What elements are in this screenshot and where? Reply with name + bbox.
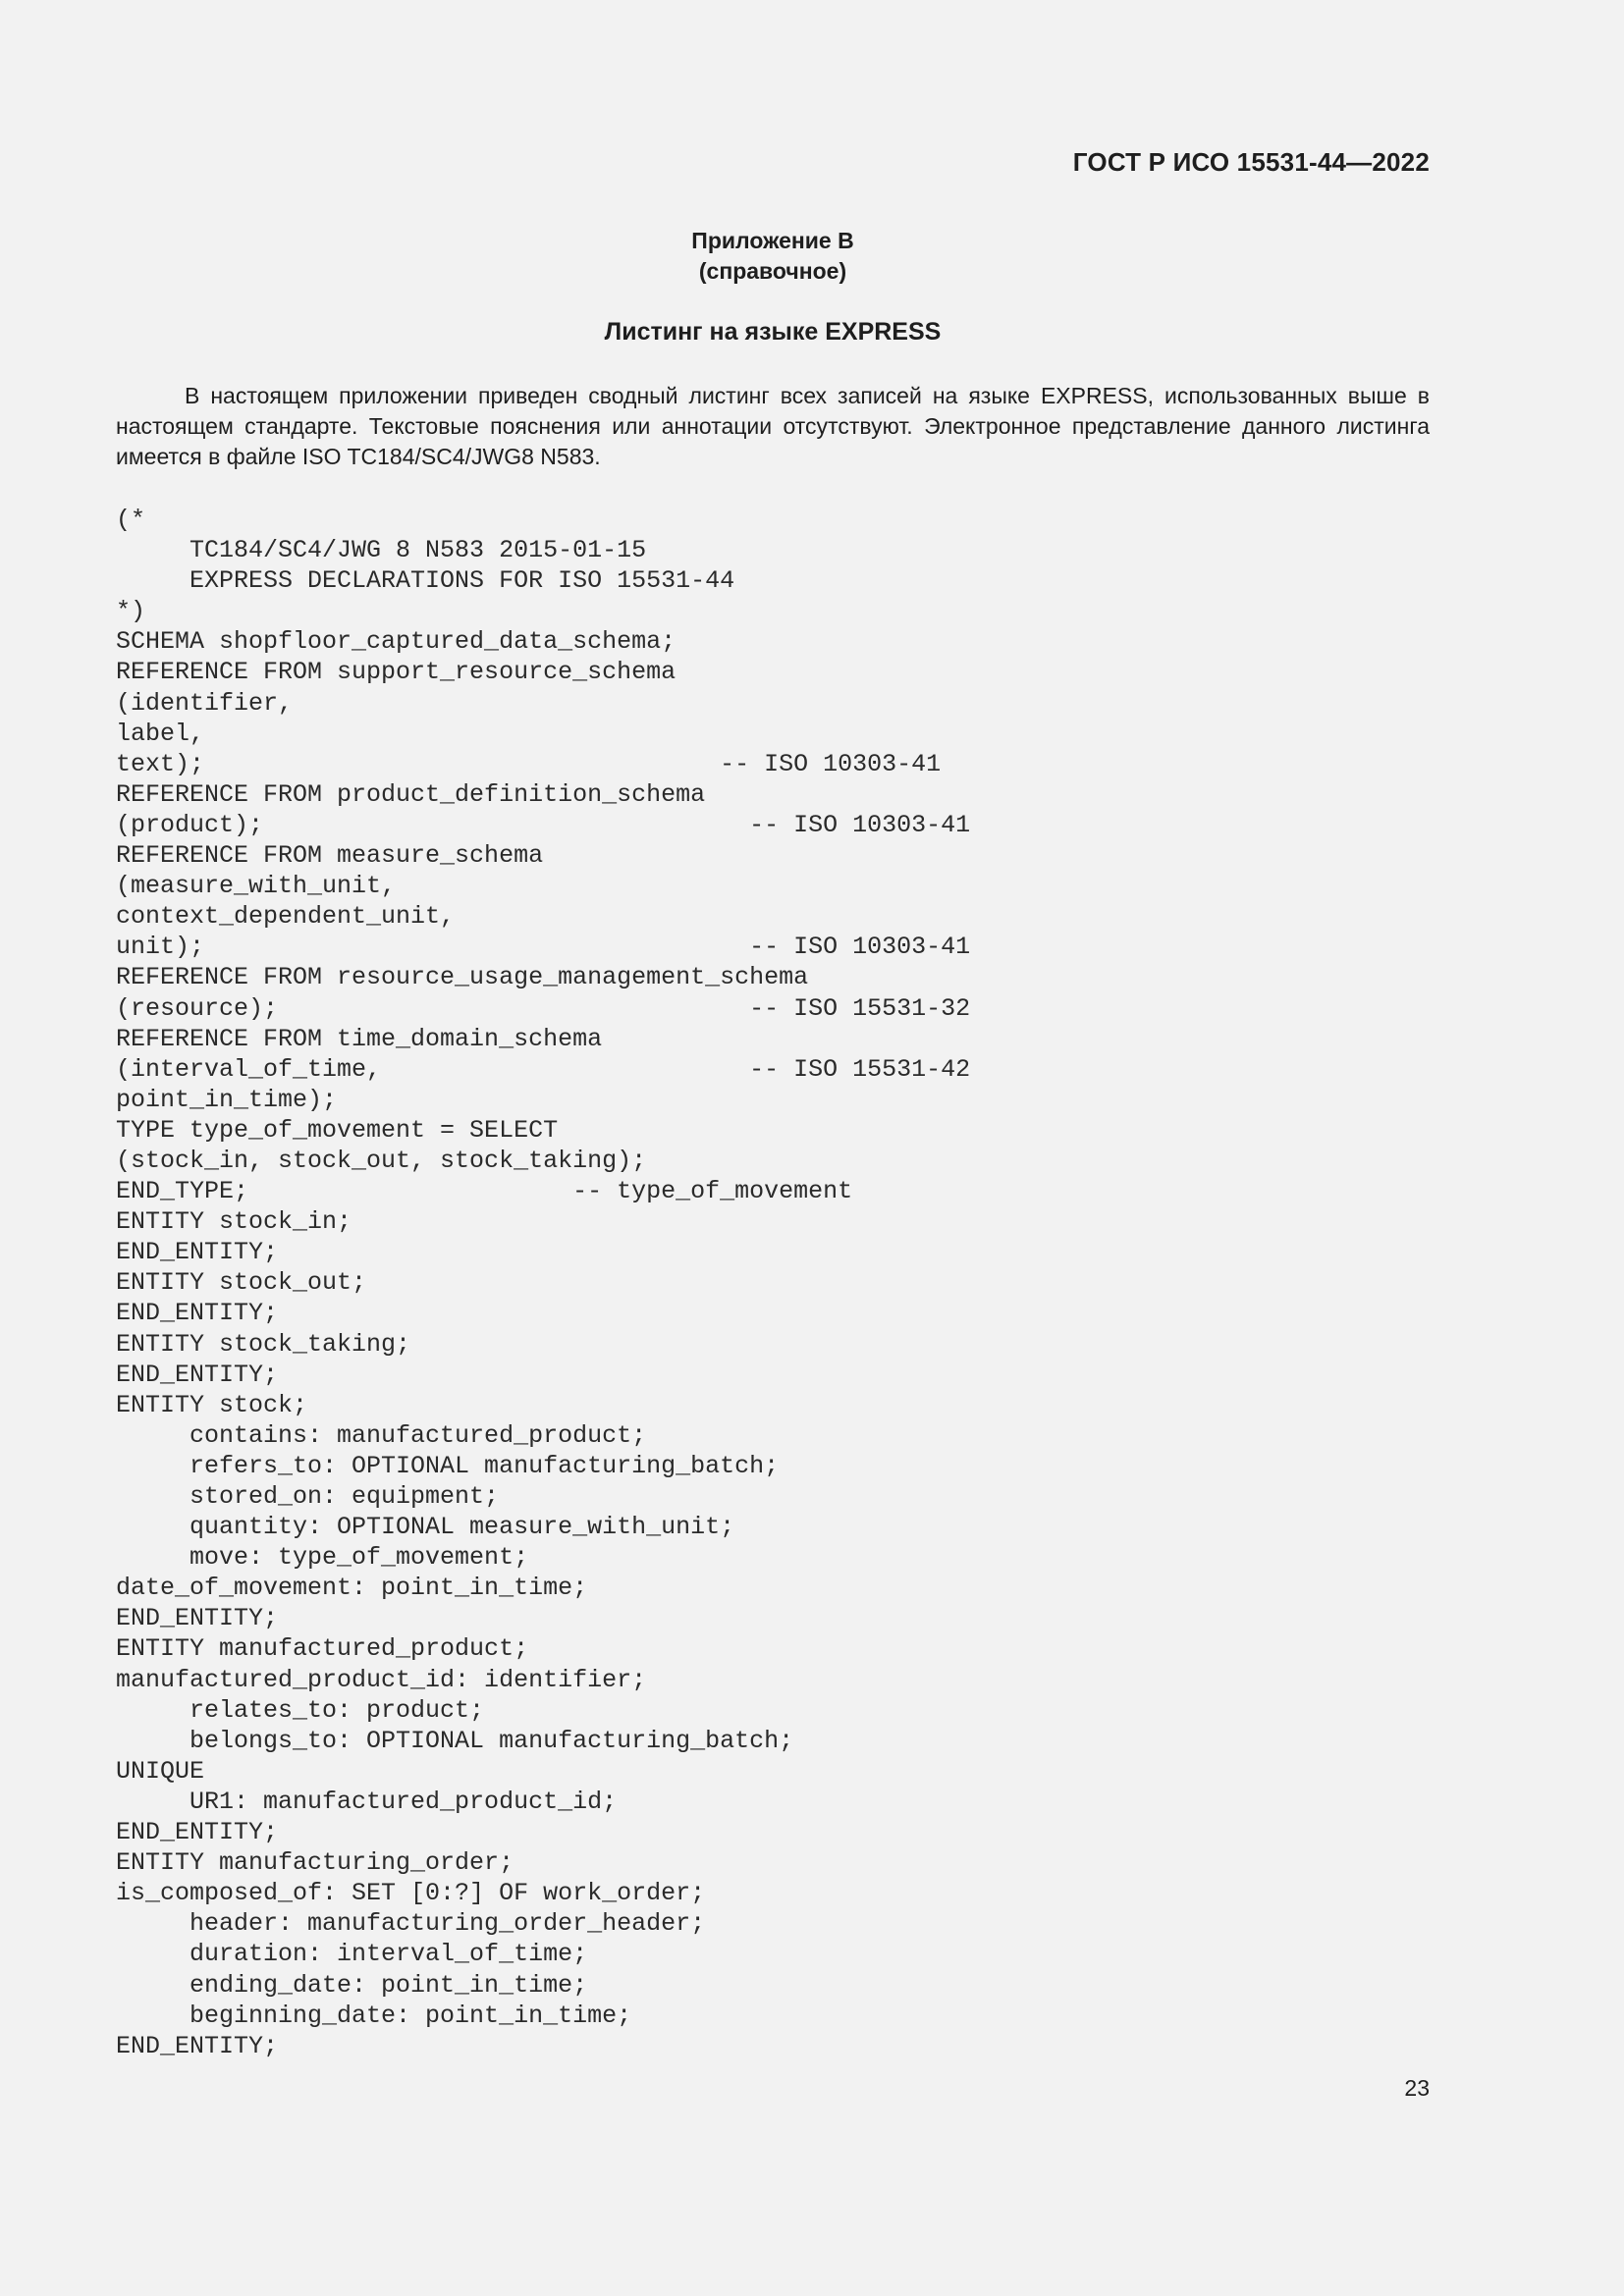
code-line: text); -- ISO 10303-41 xyxy=(116,749,942,778)
page-number: 23 xyxy=(1404,2075,1430,2101)
code-line: REFERENCE FROM resource_usage_management_schema xyxy=(116,963,809,992)
code-line: (interval_of_time, -- ISO 15531-42 xyxy=(116,1054,971,1084)
code-line: move: type_of_movement; xyxy=(116,1543,529,1573)
code-line: ENTITY stock_out; xyxy=(116,1268,367,1298)
code-line: (product); -- ISO 10303-41 xyxy=(116,810,971,839)
code-line: ENTITY manufactured_product; xyxy=(116,1634,529,1664)
code-line: refers_to: OPTIONAL manufacturing_batch; xyxy=(116,1451,780,1480)
code-line: REFERENCE FROM support_resource_schema xyxy=(116,658,677,687)
code-line: END_TYPE; -- type_of_movement xyxy=(116,1177,853,1206)
code-line: stored_on: equipment; xyxy=(116,1482,500,1511)
code-line: (resource); -- ISO 15531-32 xyxy=(116,993,971,1023)
code-line: point_in_time); xyxy=(116,1085,338,1114)
code-line: *) xyxy=(116,597,146,626)
code-line: (* xyxy=(116,506,146,534)
code-line: (measure_with_unit, xyxy=(116,872,397,901)
code-line: END_ENTITY; xyxy=(116,1238,279,1267)
appendix-subtitle: (справочное) xyxy=(698,258,847,284)
code-line: END_ENTITY; xyxy=(116,1818,279,1847)
code-line: context_dependent_unit, xyxy=(116,902,456,932)
code-line: REFERENCE FROM time_domain_schema xyxy=(116,1024,603,1053)
code-line: END_ENTITY; xyxy=(116,2031,279,2060)
code-line: SCHEMA shopfloor_captured_data_schema; xyxy=(116,627,677,657)
code-line: END_ENTITY; xyxy=(116,1604,279,1633)
express-listing xyxy=(116,505,970,2061)
code-line: TC184/SC4/JWG 8 N583 2015-01-15 xyxy=(116,536,647,565)
code-line: header: manufacturing_order_header; xyxy=(116,1909,706,1939)
code-line: REFERENCE FROM product_definition_schema xyxy=(116,779,706,809)
code-line: (stock_in, stock_out, stock_taking); xyxy=(116,1146,647,1175)
code-line: quantity: OPTIONAL measure_with_unit; xyxy=(116,1513,735,1542)
appendix-title: Приложение В xyxy=(691,228,854,253)
code-line: ENTITY stock_in; xyxy=(116,1207,352,1237)
appendix-heading xyxy=(0,226,1545,287)
code-line: END_ENTITY; xyxy=(116,1299,279,1328)
code-line: (identifier, xyxy=(116,688,294,718)
document-code: ГОСТ Р ИСО 15531-44—2022 xyxy=(1072,147,1430,177)
code-line: EXPRESS DECLARATIONS FOR ISO 15531-44 xyxy=(116,566,735,596)
code-line: manufactured_product_id: identifier; xyxy=(116,1665,647,1694)
code-line: relates_to: product; xyxy=(116,1695,485,1725)
code-line: contains: manufactured_product; xyxy=(116,1420,647,1450)
intro-paragraph: В настоящем приложении приведен сводный листинг всех записей на языке EXPRESS, использованных выше в настоящем стандарте. Текстовые пояснения или аннотации отсутствуют. Электронное представление данного листинга имеется в файле ISO TC184/SC4/JWG8 N583. xyxy=(116,383,1430,469)
code-line: ENTITY manufacturing_order; xyxy=(116,1848,514,1878)
code-line: duration: interval_of_time; xyxy=(116,1940,588,1969)
code-line: beginning_date: point_in_time; xyxy=(116,2001,632,2030)
code-line: belongs_to: OPTIONAL manufacturing_batch; xyxy=(116,1726,794,1755)
code-line: END_ENTITY; xyxy=(116,1360,279,1389)
code-line: UR1: manufactured_product_id; xyxy=(116,1787,618,1816)
code-line: ending_date: point_in_time; xyxy=(116,1970,588,2000)
code-line: TYPE type_of_movement = SELECT xyxy=(116,1115,559,1145)
code-line: UNIQUE xyxy=(116,1756,205,1786)
section-title: Листинг на языке EXPRESS xyxy=(604,318,942,346)
code-line: ENTITY stock; xyxy=(116,1390,308,1419)
code-line: REFERENCE FROM measure_schema xyxy=(116,841,544,871)
code-line: unit); -- ISO 10303-41 xyxy=(116,933,971,962)
code-line: date_of_movement: point_in_time; xyxy=(116,1574,588,1603)
code-line: is_composed_of: SET [0:?] OF work_order; xyxy=(116,1879,706,1908)
code-line: ENTITY stock_taking; xyxy=(116,1329,411,1359)
code-line: label, xyxy=(116,719,205,748)
